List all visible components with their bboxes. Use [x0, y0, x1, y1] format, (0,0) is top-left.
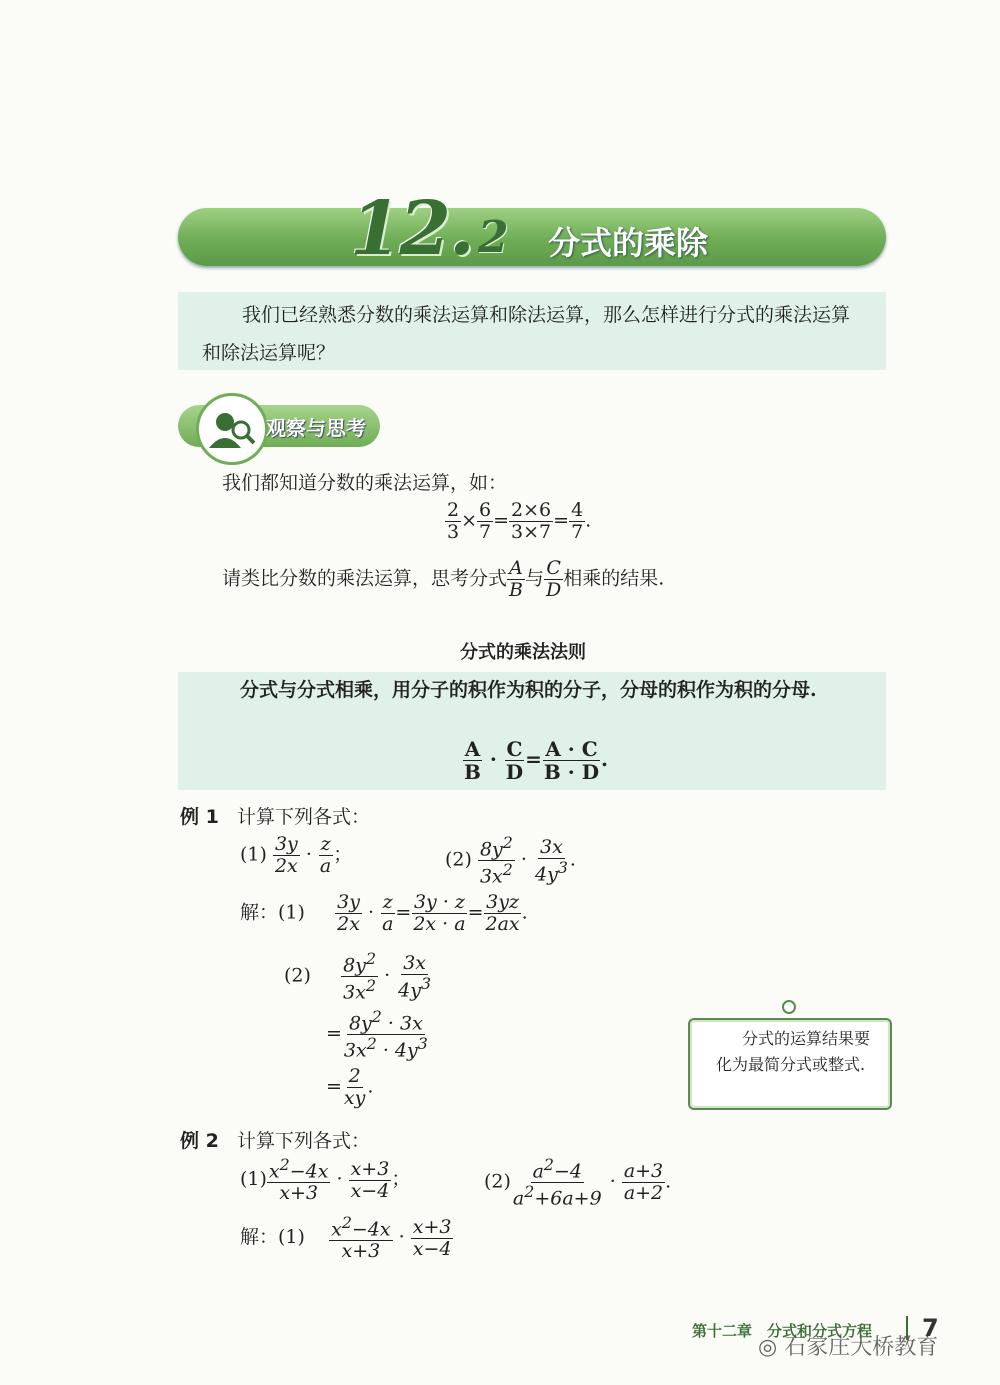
rule-formula: $\frac{A}{B}$ · $\frac{C}{D}$ = $\frac{A \cdot C}{B \cdot D}$ .: [464, 737, 609, 784]
section-sub-number: 2: [478, 212, 509, 263]
example2-p1-label: (1): [240, 1168, 267, 1191]
note-box: [688, 1018, 892, 1110]
intro-text: 我们已经熟悉分数的乘法运算和除法运算，那么怎样进行分式的乘法运算和除法运算呢？: [202, 304, 851, 364]
example1-solution2: (2) $\frac{8y^2}{3x^2}$ · $\frac{3x}{4y^3}$: [284, 949, 432, 1004]
observe-line2a: 请类比分数的乘法运算，思考分式: [222, 567, 508, 590]
example2-solution1: 解：(1) $\frac{x^2-4x}{x+3}$ · $\frac{x+3}{x-4}$: [240, 1213, 452, 1263]
example1-header: [180, 802, 370, 829]
example1-p2-label: (2): [445, 848, 472, 871]
note-text: 分式的运算结果要化为最简分式或整式.: [716, 1029, 871, 1074]
example1-problem1: (1) $\frac{3y}{2x}$ · $\frac{z}{a}$ ；: [240, 833, 353, 877]
magnifier-person-icon: [196, 393, 268, 465]
page-number: 7: [922, 1314, 939, 1342]
rule-text: 分式与分式相乘，用分子的积作为积的分子，分母的积作为积的分母.: [240, 679, 817, 701]
example1-step2: = $\frac{8y^2 \cdot 3x}{3x^2 \cdot 4y^3}$: [326, 1007, 428, 1062]
observe-line2: 请类比分数的乘法运算，思考分式 $\frac{A}{B}$ 与 $\frac{C}{D}$ 相乘的结果.: [222, 557, 665, 601]
example1-prompt: 计算下列各式：: [236, 806, 370, 828]
example2-header: [180, 1126, 370, 1153]
example2-prompt: 计算下列各式：: [236, 1130, 370, 1152]
section-title: 分式的乘除: [548, 224, 709, 262]
watermark: [758, 1330, 938, 1361]
example2-sol-label: 解：(1): [240, 1226, 305, 1249]
example1-step3: = $\frac{2}{xy}$ .: [326, 1065, 374, 1109]
observe-label: 观察与思考: [266, 416, 366, 440]
example1-label: 例 1: [180, 806, 219, 828]
wechat-icon: ◎: [758, 1335, 778, 1360]
watermark-text: 石家庄大桥教育: [784, 1335, 939, 1360]
observe-line2b: 与: [524, 567, 544, 590]
example1-sol2-label: (2): [284, 964, 311, 987]
example1-sol-label: 解：(1): [240, 901, 305, 924]
rule-heading: 分式的乘法法则: [460, 642, 586, 663]
example2-problem1: (1) $\frac{x^2-4x}{x+3}$ · $\frac{x+3}{x-4}$ ；: [240, 1155, 411, 1205]
example1-solution1: 解：(1) $\frac{3y}{2x}$ · $\frac{z}{a}$ = $\frac{3y \cdot z}{2x \cdot a}$ = $\frac{3yz}{2ax}$ .: [240, 891, 528, 935]
example2-label: 例 2: [180, 1130, 219, 1152]
example2-p2-label: (2): [484, 1170, 511, 1193]
section-number: 12.: [350, 186, 473, 272]
example1-p1-label: (1): [240, 843, 267, 866]
observe-line2c: 相乘的结果.: [563, 567, 665, 590]
example1-problem2: (2) $\frac{8y^2}{3x^2}$ · $\frac{3x}{4y^3}$ .: [445, 833, 576, 888]
footer-chapter: 第十二章 分式和分式方程: [692, 1322, 873, 1340]
section-banner: [178, 208, 886, 266]
example2-problem2: (2) $\frac{a^2-4}{a^2+6a+9}$ · $\frac{a+3}{a+2}$ .: [484, 1155, 672, 1210]
intro-box: [178, 292, 886, 370]
note-pin-icon: [782, 1000, 796, 1014]
fraction-example: $\frac{2}{3}$ × $\frac{6}{7}$ = $\frac{2\times 6}{3\times 7}$ = $\frac{4}{7}$ .: [447, 499, 592, 543]
observe-line1: 我们都知道分数的乘法运算，如：: [222, 472, 508, 494]
